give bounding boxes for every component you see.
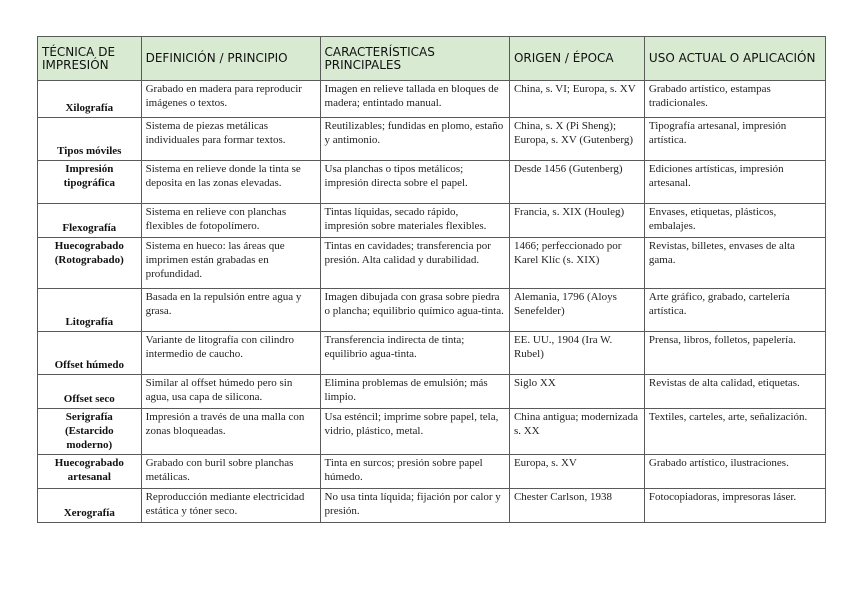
cell-uso: Grabado artístico, ilustraciones. <box>644 455 825 489</box>
cell-definicion: Sistema en relieve donde la tinta se deposita en las zonas elevadas. <box>141 161 320 204</box>
cell-caracteristicas: Imagen dibujada con grasa sobre piedra o plancha; equilibrio químico agua-tinta. <box>320 289 509 332</box>
cell-origen: China antigua; modernizada s. XX <box>509 409 644 455</box>
table-row <box>38 118 826 161</box>
cell-tecnica: Xilografía <box>38 81 142 118</box>
cell-uso: Textiles, carteles, arte, señalización. <box>644 409 825 455</box>
table-row <box>38 238 826 289</box>
printing-techniques-table <box>37 36 826 523</box>
cell-origen: Alemania, 1796 (Aloys Senefelder) <box>509 289 644 332</box>
cell-caracteristicas: Imagen en relieve tallada en bloques de madera; entintado manual. <box>320 81 509 118</box>
table-row <box>38 332 826 375</box>
table-row <box>38 455 826 489</box>
cell-caracteristicas: Reutilizables; fundidas en plomo, estaño y antimonio. <box>320 118 509 161</box>
cell-origen: Francia, s. XIX (Houleg) <box>509 204 644 238</box>
header-definicion: DEFINICIÓN / PRINCIPIO <box>141 37 320 81</box>
cell-origen: Chester Carlson, 1938 <box>509 489 644 523</box>
header-origen: ORIGEN / ÉPOCA <box>509 37 644 81</box>
cell-tecnica: Litografía <box>38 289 142 332</box>
cell-definicion: Reproducción mediante electricidad estática y tóner seco. <box>141 489 320 523</box>
cell-origen: EE. UU., 1904 (Ira W. Rubel) <box>509 332 644 375</box>
header-row <box>38 37 826 81</box>
table-row <box>38 489 826 523</box>
cell-origen: Desde 1456 (Gutenberg) <box>509 161 644 204</box>
header-uso: USO ACTUAL O APLICACIÓN <box>644 37 825 81</box>
cell-uso: Envases, etiquetas, plásticos, embalajes. <box>644 204 825 238</box>
cell-caracteristicas: Usa esténcil; imprime sobre papel, tela, vidrio, plástico, metal. <box>320 409 509 455</box>
table-row <box>38 289 826 332</box>
cell-caracteristicas: Elimina problemas de emulsión; más limpio. <box>320 375 509 409</box>
cell-origen: China, s. VI; Europa, s. XV <box>509 81 644 118</box>
cell-uso: Revistas de alta calidad, etiquetas. <box>644 375 825 409</box>
cell-caracteristicas: Usa planchas o tipos metálicos; impresión directa sobre el papel. <box>320 161 509 204</box>
table-row <box>38 375 826 409</box>
cell-tecnica: Xerografía <box>38 489 142 523</box>
cell-tecnica: Tipos móviles <box>38 118 142 161</box>
cell-tecnica: Offset húmedo <box>38 332 142 375</box>
table-row <box>38 204 826 238</box>
cell-origen: Europa, s. XV <box>509 455 644 489</box>
table-row <box>38 409 826 455</box>
header-caracteristicas: CARACTERÍSTICAS PRINCIPALES <box>320 37 509 81</box>
cell-uso: Prensa, libros, folletos, papelería. <box>644 332 825 375</box>
cell-caracteristicas: Tintas en cavidades; transferencia por presión. Alta calidad y durabilidad. <box>320 238 509 289</box>
cell-caracteristicas: Transferencia indirecta de tinta; equilibrio agua-tinta. <box>320 332 509 375</box>
cell-uso: Ediciones artísticas, impresión artesanal. <box>644 161 825 204</box>
cell-definicion: Impresión a través de una malla con zonas bloqueadas. <box>141 409 320 455</box>
cell-definicion: Variante de litografía con cilindro intermedio de caucho. <box>141 332 320 375</box>
table-row <box>38 161 826 204</box>
cell-uso: Arte gráfico, grabado, cartelería artística. <box>644 289 825 332</box>
cell-uso: Grabado artístico, estampas tradicionales. <box>644 81 825 118</box>
cell-uso: Revistas, billetes, envases de alta gama. <box>644 238 825 289</box>
cell-definicion: Grabado en madera para reproducir imágenes o textos. <box>141 81 320 118</box>
cell-tecnica: Impresión tipográfica <box>38 161 142 204</box>
cell-definicion: Similar al offset húmedo pero sin agua, usa capa de silicona. <box>141 375 320 409</box>
cell-definicion: Sistema en relieve con planchas flexibles de fotopolímero. <box>141 204 320 238</box>
cell-uso: Tipografía artesanal, impresión artística. <box>644 118 825 161</box>
cell-tecnica: Huecograbado artesanal <box>38 455 142 489</box>
cell-tecnica: Offset seco <box>38 375 142 409</box>
cell-origen: China, s. X (Pi Sheng); Europa, s. XV (Gutenberg) <box>509 118 644 161</box>
cell-caracteristicas: Tintas líquidas, secado rápido, impresión sobre materiales flexibles. <box>320 204 509 238</box>
cell-tecnica: Serigrafía (Estarcido moderno) <box>38 409 142 455</box>
table-row <box>38 81 826 118</box>
header-tecnica: TÉCNICA DE IMPRESIÓN <box>38 37 142 81</box>
cell-tecnica: Huecograbado (Rotograbado) <box>38 238 142 289</box>
cell-origen: 1466; perfeccionado por Karel Klíc (s. XIX) <box>509 238 644 289</box>
cell-tecnica: Flexografía <box>38 204 142 238</box>
cell-origen: Siglo XX <box>509 375 644 409</box>
cell-definicion: Sistema de piezas metálicas individuales para formar textos. <box>141 118 320 161</box>
cell-definicion: Sistema en hueco: las áreas que imprimen están grabadas en profundidad. <box>141 238 320 289</box>
cell-definicion: Basada en la repulsión entre agua y grasa. <box>141 289 320 332</box>
cell-definicion: Grabado con buril sobre planchas metálicas. <box>141 455 320 489</box>
cell-uso: Fotocopiadoras, impresoras láser. <box>644 489 825 523</box>
cell-caracteristicas: No usa tinta líquida; fijación por calor y presión. <box>320 489 509 523</box>
cell-caracteristicas: Tinta en surcos; presión sobre papel húmedo. <box>320 455 509 489</box>
